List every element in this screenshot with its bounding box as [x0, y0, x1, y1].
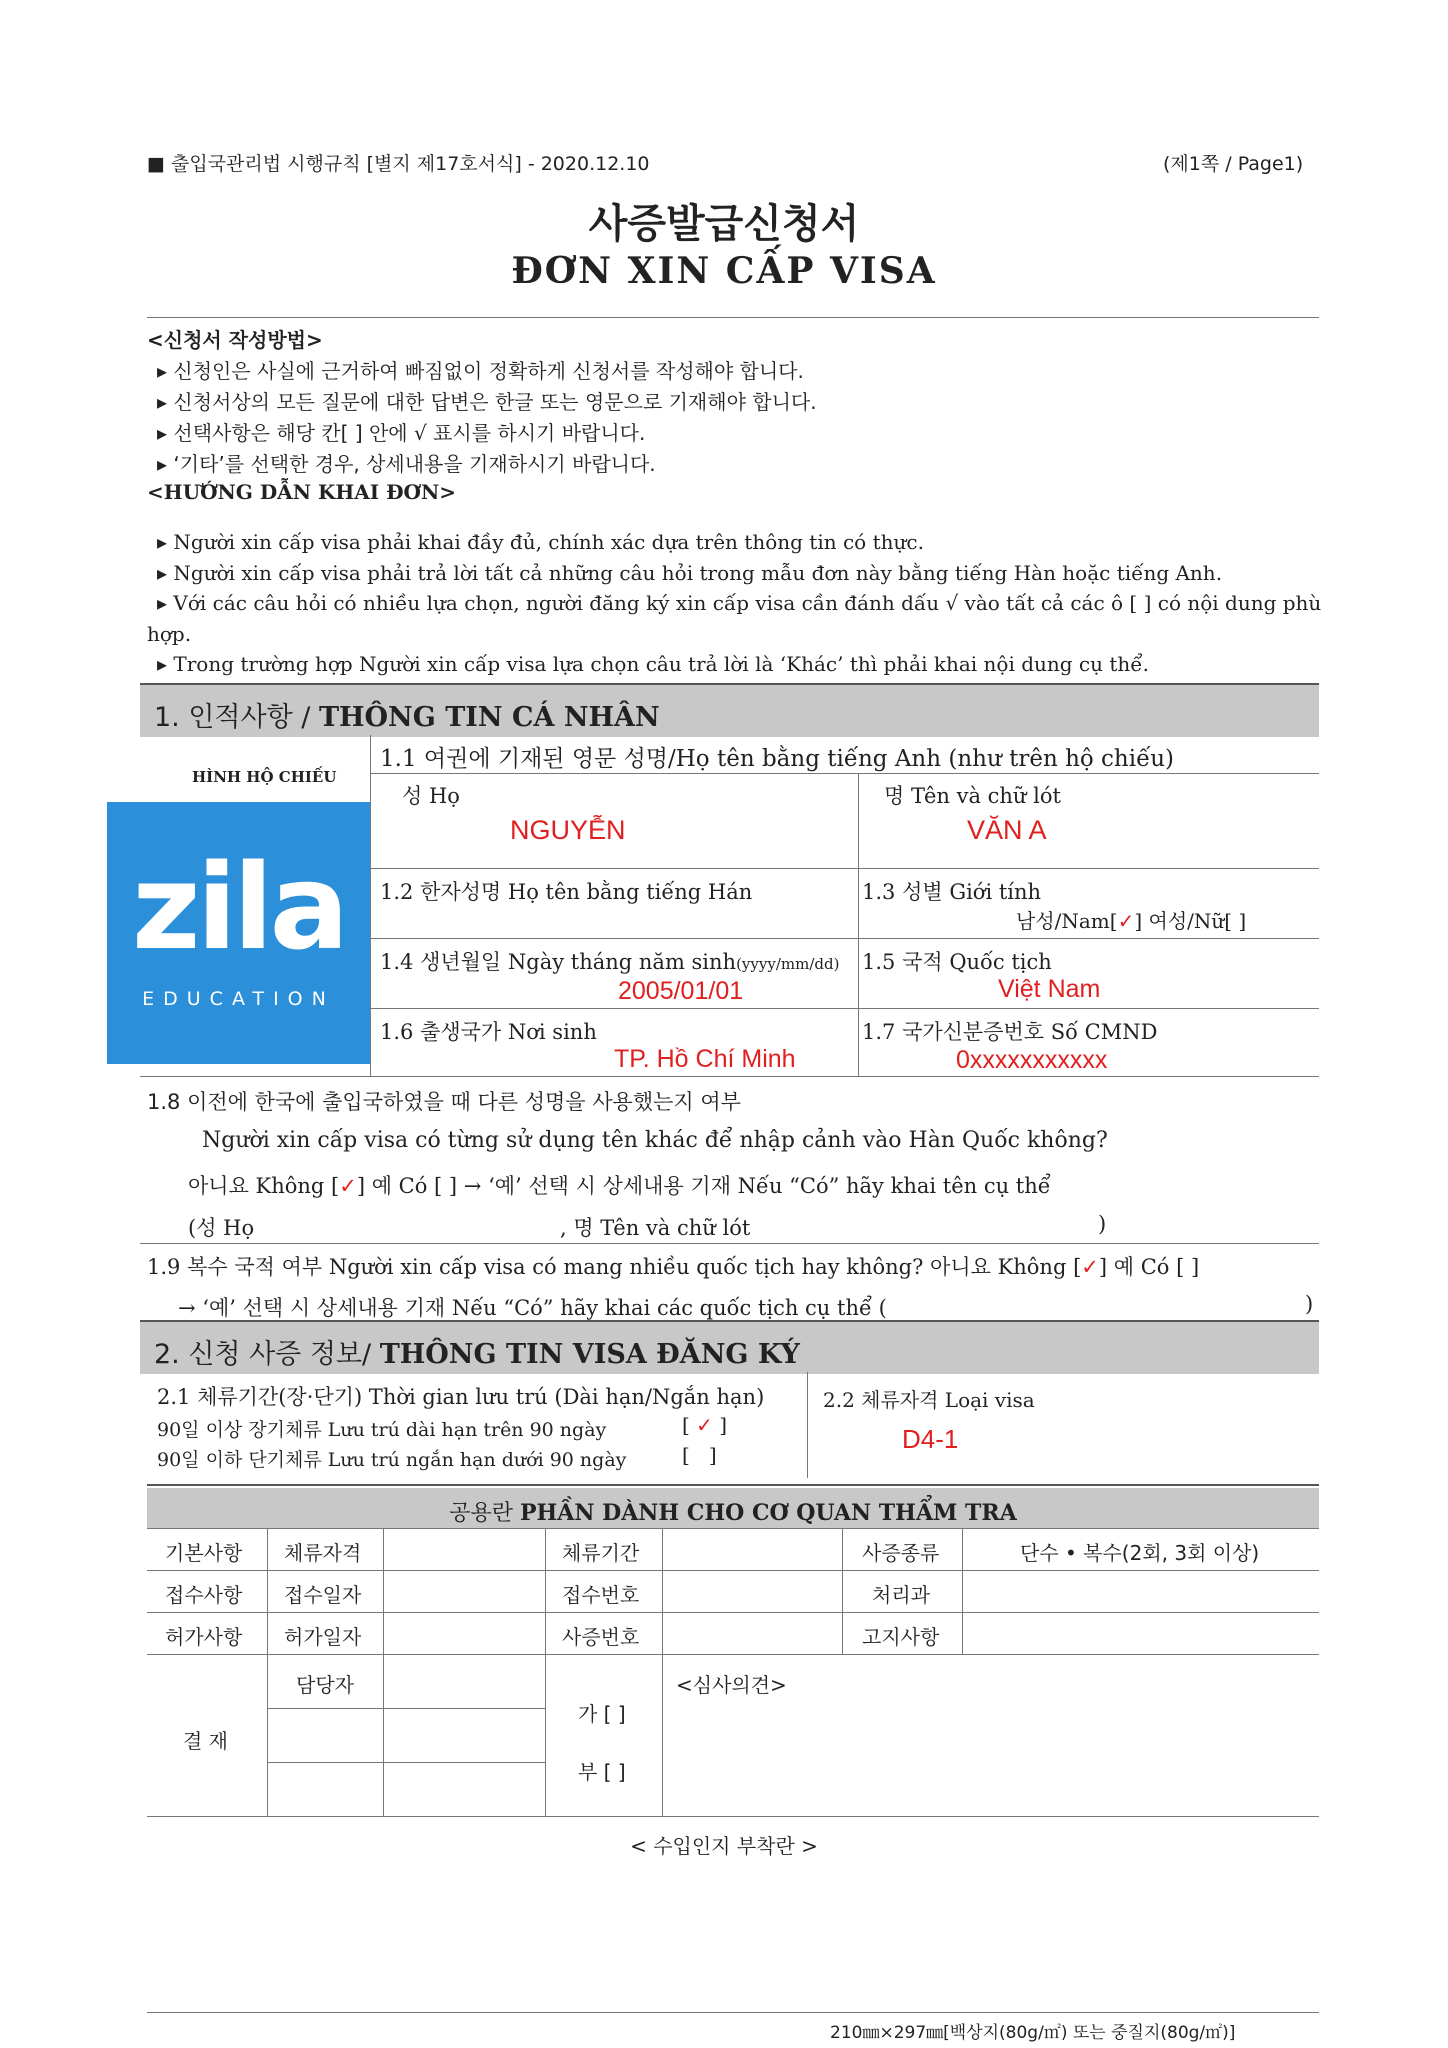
approval-label: 결 재	[183, 1729, 228, 1753]
gender-male-check[interactable]: ✓	[1117, 909, 1135, 933]
field-1-2-label: 1.2 한자성명 Họ tên bằng tiếng Hán	[380, 880, 753, 904]
field-1-8-answer	[188, 1170, 1051, 1200]
office-cell: 고지사항	[862, 1625, 940, 1649]
f19-no-check[interactable]: ✓	[1081, 1255, 1099, 1279]
surname-value[interactable]: NGUYỄN	[510, 815, 626, 845]
nationality-value[interactable]: Việt Nam	[998, 975, 1101, 1003]
instruction-item: hợp.	[147, 622, 192, 646]
instruction-item: ▸ Người xin cấp visa phải trả lời tất cả những câu hỏi trong mẫu đơn này bằng tiếng Hàn hoặc tiếng Anh.	[157, 561, 1223, 585]
f19-question: 1.9 복수 국적 여부 Người xin cấp visa có mang nhiều quốc tịch hay không? 아니요 Không [	[147, 1255, 1082, 1279]
field-1-1-label: 1.1 여권에 기재된 영문 성명/Họ tên bằng tiếng Anh (như trên hộ chiếu)	[380, 746, 1175, 772]
f18-no-label: 아니요 Không [	[188, 1174, 340, 1198]
f19-detail[interactable]: → ‘예’ 선택 시 상세내용 기재 Nếu “Có” hãy khai các quốc tịch cụ thể (	[178, 1296, 887, 1320]
reject-box: 부 [ ]	[578, 1760, 626, 1784]
birthplace-value[interactable]: TP. Hồ Chí Minh	[614, 1045, 796, 1073]
page-number: (제1쪽 / Page1)	[1163, 153, 1304, 175]
instruction-item: ▸ Với các câu hỏi có nhiều lựa chọn, người đăng ký xin cấp visa cần đánh dấu √ vào tất cả các ô [ ] có nội dung phù	[157, 591, 1322, 615]
instruction-item: ▸ Người xin cấp visa phải khai đầy đủ, chính xác dựa trên thông tin có thực.	[157, 530, 924, 554]
field-1-8-label: 1.8 이전에 한국에 출입국하였을 때 다른 성명을 사용했는지 여부	[147, 1090, 741, 1114]
gender-female-label: ] 여성/Nữ[ ]	[1134, 909, 1247, 933]
instruction-item: ▸ 신청서상의 모든 질문에 대한 답변은 한글 또는 영문으로 기재해야 합니다.	[157, 390, 817, 414]
office-title-vi: PHẦN DÀNH CHO CƠ QUAN THẨM TRA	[519, 1500, 1017, 1526]
section1-title-vi: THÔNG TIN CÁ NHÂN	[318, 702, 660, 733]
field-1-6-label: 1.6 출생국가 Nơi sinh	[380, 1020, 597, 1044]
section2-title-ko: 2. 신청 사증 정보/	[154, 1339, 380, 1370]
f18-surname-field[interactable]: (성 Họ	[188, 1216, 255, 1240]
f19-rest: ] 예 Có [ ]	[1098, 1255, 1200, 1279]
dob-format: (yyyy/mm/dd)	[736, 955, 840, 973]
office-cell: 체류기간	[562, 1541, 640, 1565]
field-1-7-label: 1.7 국가신분증번호 Số CMND	[862, 1020, 1158, 1044]
title-vietnamese: ĐƠN XIN CẤP VISA	[511, 250, 937, 292]
f18-close: )	[1098, 1212, 1107, 1236]
office-cell: 접수사항	[165, 1583, 243, 1607]
surname-label: 성 Họ	[402, 784, 460, 808]
logo-word: zila	[131, 838, 346, 976]
office-cell: 사증종류	[862, 1541, 940, 1565]
office-cell: 접수번호	[562, 1583, 640, 1607]
section1-header	[140, 683, 1319, 737]
f18-given-field[interactable]: , 명 Tên và chữ lót	[560, 1216, 751, 1240]
field-1-4-label	[380, 946, 839, 976]
id-number-value[interactable]: 0xxxxxxxxxxx	[956, 1046, 1108, 1074]
title-korean: 사증발급신청서	[588, 201, 860, 247]
field-2-1-label: 2.1 체류기간(장·단기) Thời gian lưu trú (Dài hạn/Ngắn hạn)	[157, 1385, 765, 1409]
office-use-header	[147, 1488, 1319, 1528]
office-cell: 처리과	[872, 1583, 930, 1607]
long-stay-box[interactable]: [ ✓ ]	[682, 1413, 728, 1437]
office-cell: 단수 • 복수(2회, 3회 이상)	[1020, 1541, 1260, 1565]
field-1-8-question: Người xin cấp visa có từng sử dụng tên khác để nhập cảnh vào Hàn Quốc không?	[202, 1128, 1108, 1153]
section2-title-vi: THÔNG TIN VISA ĐĂNG KÝ	[379, 1339, 800, 1370]
officer-label: 담당자	[296, 1673, 354, 1697]
office-cell: 기본사항	[165, 1541, 243, 1565]
office-title-ko: 공용란	[449, 1501, 520, 1526]
f18-rest: ] 예 Có [ ] → ‘예’ 선택 시 상세내용 기재 Nếu “Có” hãy khai tên cụ thể	[356, 1174, 1051, 1198]
paper-spec-footer: 210㎜×297㎜[백상지(80g/㎡) 또는 중질지(80g/㎡)]	[830, 2023, 1236, 2043]
instructions-vi-heading: <HƯỚNG DẪN KHAI ĐƠN>	[147, 480, 457, 504]
long-stay-check[interactable]: ✓	[696, 1413, 713, 1437]
zila-logo	[107, 802, 370, 1064]
instruction-item: ▸ ‘기타’를 선택한 경우, 상세내용을 기재하시기 바랍니다.	[157, 452, 656, 476]
f18-no-check[interactable]: ✓	[339, 1174, 357, 1198]
gender-male-label: 남성/Nam[	[1016, 909, 1118, 933]
given-name-label: 명 Tên và chữ lót	[884, 784, 1061, 808]
regulation-header: ■ 출입국관리법 시행규칙 [별지 제17호서식] - 2020.12.10	[147, 153, 650, 175]
f19-close: )	[1305, 1292, 1314, 1316]
field-1-9-label	[147, 1251, 1199, 1281]
office-cell: 사증번호	[562, 1625, 640, 1649]
long-stay-label: 90일 이상 장기체류 Lưu trú dài hạn trên 90 ngày	[157, 1419, 607, 1441]
instructions-ko-heading: <신청서 작성방법>	[147, 328, 323, 352]
instruction-item: ▸ 선택사항은 해당 칸[ ] 안에 √ 표시를 하시기 바랍니다.	[157, 421, 646, 445]
logo-sub: EDUCATION	[142, 988, 335, 1010]
section1-title-ko: 1. 인적사항 /	[154, 702, 319, 733]
field-2-2-label: 2.2 체류자격 Loại visa	[823, 1388, 1035, 1412]
office-cell: 접수일자	[284, 1583, 362, 1607]
section2-header	[140, 1320, 1319, 1374]
field-1-5-label: 1.5 국적 Quốc tịch	[862, 950, 1052, 974]
approve-box: 가 [ ]	[578, 1702, 626, 1726]
dob-label: 1.4 생년월일 Ngày tháng năm sinh	[380, 950, 737, 974]
gender-options	[1016, 905, 1246, 934]
office-cell: 체류자격	[284, 1541, 362, 1565]
field-1-3-label: 1.3 성별 Giới tính	[862, 880, 1042, 904]
photo-label: HÌNH HỘ CHIẾU	[192, 768, 337, 786]
office-cell: 허가일자	[284, 1625, 362, 1649]
revenue-stamp-label: < 수입인지 부착란 >	[630, 1834, 818, 1858]
dob-value[interactable]: 2005/01/01	[618, 977, 744, 1005]
instruction-item: ▸ 신청인은 사실에 근거하여 빠짐없이 정확하게 신청서를 작성해야 합니다.	[157, 359, 804, 383]
review-opinion-label: <심사의견>	[676, 1673, 787, 1697]
office-cell: 허가사항	[165, 1625, 243, 1649]
short-stay-box[interactable]: [ ]	[682, 1443, 717, 1467]
short-stay-label: 90일 이하 단기체류 Lưu trú ngắn hạn dưới 90 ngày	[157, 1449, 627, 1471]
given-name-value[interactable]: VĂN A	[967, 815, 1047, 845]
visa-type-value[interactable]: D4-1	[902, 1424, 959, 1454]
instruction-item: ▸ Trong trường hợp Người xin cấp visa lựa chọn câu trả lời là ‘Khác’ thì phải khai nội dung cụ thể.	[157, 652, 1149, 676]
